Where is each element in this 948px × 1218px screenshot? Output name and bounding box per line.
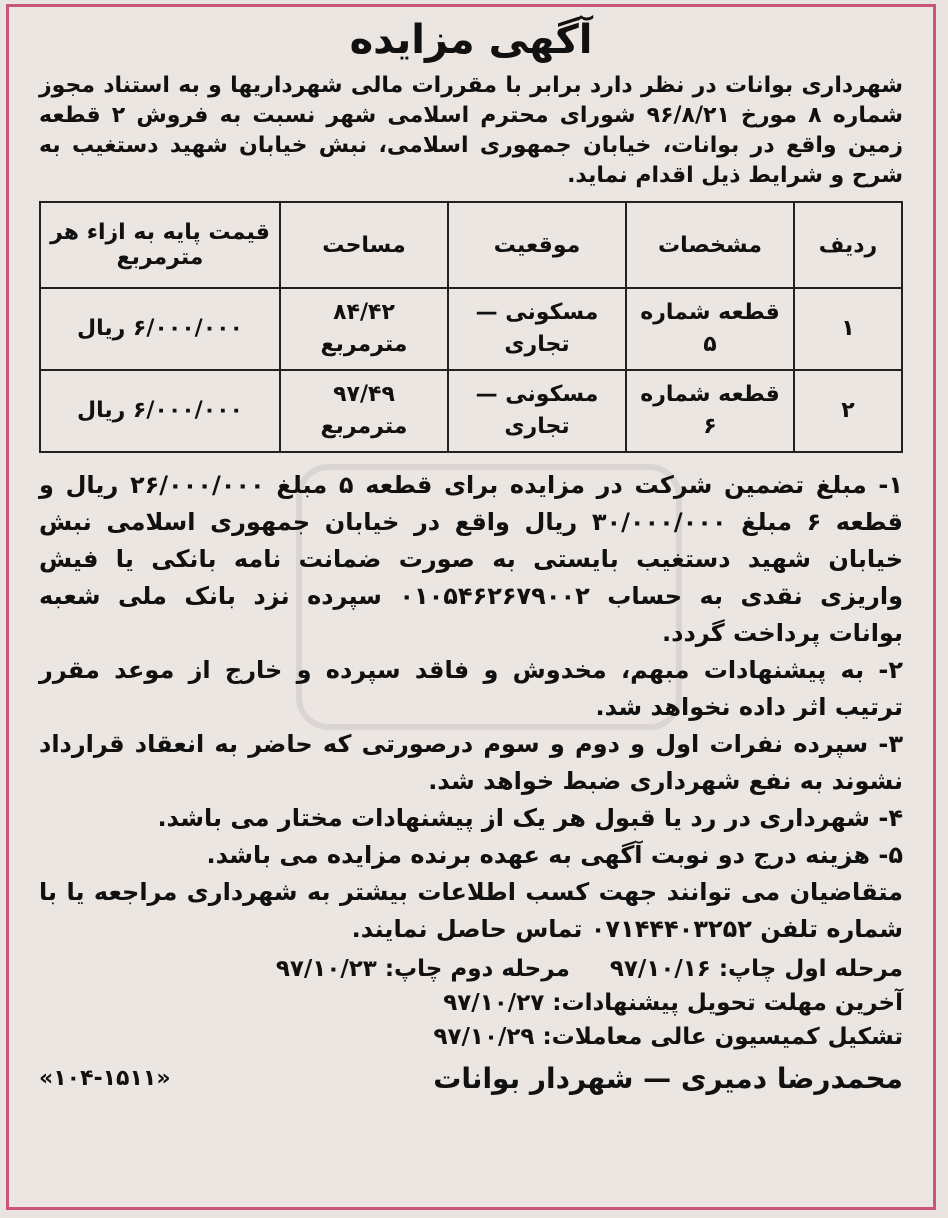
signatory-name: محمدرضا دمیری — شهردار بوانات: [433, 1062, 903, 1095]
cell-area: ۸۴/۴۲ مترمربع: [280, 288, 448, 370]
term-item: ۵- هزینه درج دو نوبت آگهی به عهده برنده مزایده می باشد.: [206, 841, 903, 869]
col-index: ردیف: [794, 202, 902, 288]
table-row: [40, 288, 902, 370]
cell-spec: قطعه شماره ۵: [626, 288, 794, 370]
table-header-row: [40, 202, 902, 288]
col-location: موقعیت: [448, 202, 626, 288]
cell-location: مسکونی — تجاری: [448, 370, 626, 452]
term-item: ۲- به پیشنهادات مبهم، مخدوش و فاقد سپرده و خارج از موعد مقرر ترتیب اثر داده نخواهد شد.: [39, 656, 903, 721]
first-print-date: مرحله اول چاپ: ۹۷/۱۰/۱۶: [609, 956, 903, 982]
cell-spec: قطعه شماره ۶: [626, 370, 794, 452]
ad-code: «۱۰۴-۱۵۱۱»: [39, 1066, 171, 1091]
ad-title: آگهی مزایده: [349, 17, 593, 63]
parcels-table: [39, 201, 903, 453]
commission-date: تشکیل کمیسیون عالی معاملات: ۹۷/۱۰/۲۹: [433, 1024, 903, 1050]
cell-location: مسکونی — تجاری: [448, 288, 626, 370]
ad-frame: [6, 4, 936, 1210]
cell-area: ۹۷/۴۹ مترمربع: [280, 370, 448, 452]
table-row: [40, 370, 902, 452]
cell-index: ۲: [794, 370, 902, 452]
contact-note: متقاضیان می توانند جهت کسب اطلاعات بیشتر به شهرداری مراجعه یا با شماره تلفن ۰۷۱۴۴۴۰۳۲۵۲ تماس حاصل نمایند.: [39, 878, 903, 943]
second-print-date: مرحله دوم چاپ: ۹۷/۱۰/۲۳: [275, 956, 570, 982]
col-price: قیمت پایه به ازاء هر مترمربع: [40, 202, 280, 288]
term-item: ۳- سپرده نفرات اول و دوم و سوم درصورتی که حاضر به انعقاد قرارداد نشوند به نفع شهرداری ضبط خواهد شد.: [39, 730, 903, 795]
col-spec: مشخصات: [626, 202, 794, 288]
term-item: ۴- شهرداری در رد یا قبول هر یک از پیشنهادات مختار می باشد.: [157, 804, 903, 832]
terms-list: [39, 467, 903, 948]
cell-price: ۶/۰۰۰/۰۰۰ ریال: [40, 370, 280, 452]
signature-line: [39, 1062, 903, 1095]
term-item: ۱- مبلغ تضمین شرکت در مزایده برای قطعه ۵ مبلغ ۲۶/۰۰۰/۰۰۰ ریال و قطعه ۶ مبلغ ۳۰/۰۰۰/۰۰۰ ریال واقع در خیابان جمهوری اسلامی نبش خیابان شهید دستغیب بایستی به صورت ضمانت نامه بانکی یا فیش واریزی نقدی به حساب ۰۱۰۵۴۶۲۶۷۹۰۰۲ سپرده نزد بانک ملی شعبه بوانات پرداخت گردد.: [39, 471, 904, 647]
dates-block: [39, 952, 903, 1054]
cell-price: ۶/۰۰۰/۰۰۰ ریال: [40, 288, 280, 370]
cell-index: ۱: [794, 288, 902, 370]
col-area: مساحت: [280, 202, 448, 288]
ad-intro: شهرداری بوانات در نظر دارد برابر با مقررات مالی شهرداریها و به استناد مجوز شماره ۸ مورخ ۹۶/۸/۲۱ شورای محترم اسلامی شهر نسبت به فروش ۲ قطعه زمین واقع در بوانات، خیابان جمهوری اسلامی، نبش خیابان شهید دستغیب به شرح و شرایط ذیل اقدام نماید.: [39, 73, 903, 188]
deadline-date: آخرین مهلت تحویل پیشنهادات: ۹۷/۱۰/۲۷: [443, 990, 903, 1016]
